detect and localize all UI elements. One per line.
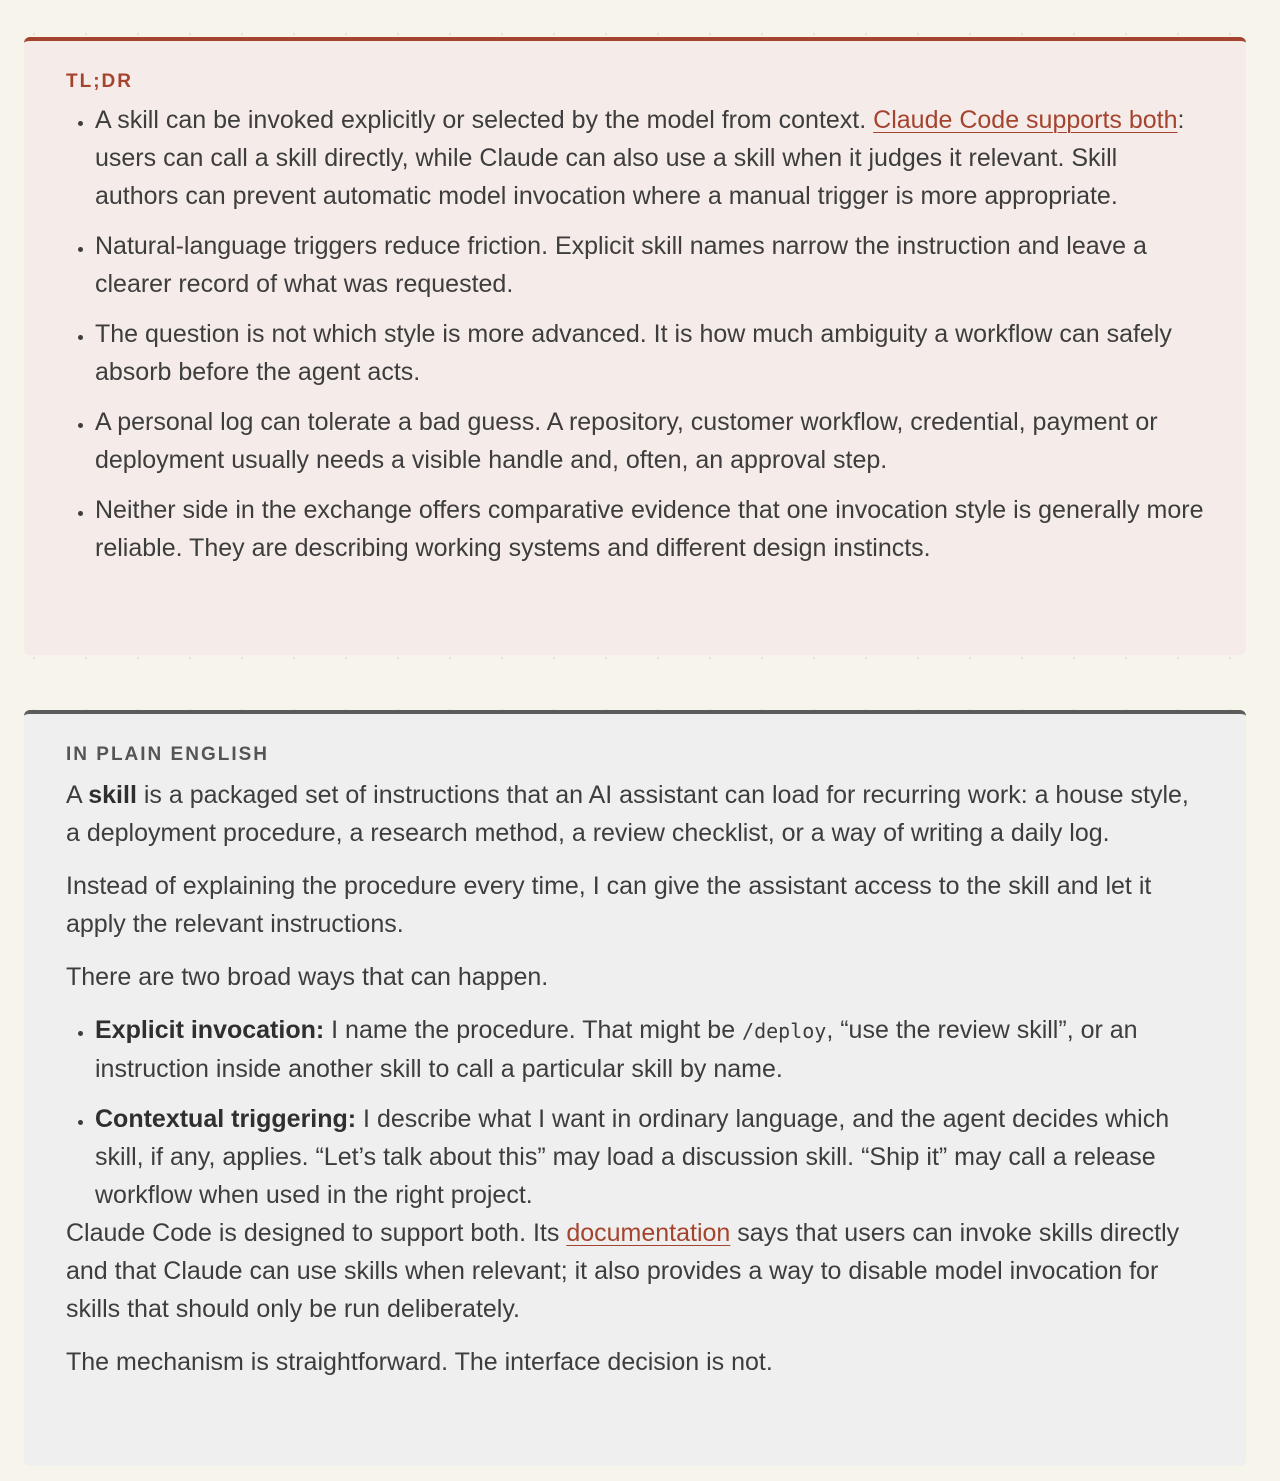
tldr-item-text: : users can call a skill directly, while Claude can also use a skill when it judges it relevant. Skill authors can prevent automatic model invocation where a manual trigger is more appropriate. <box>95 106 1185 210</box>
two-ways-paragraph: There are two broad ways that can happen. <box>66 963 549 991</box>
tldr-item <box>95 101 1204 215</box>
tldr-item: • Neither side in the exchange offers comparative evidence that one invocation style is generally more reliable. They are describing working systems and different design instincts. <box>95 491 1204 567</box>
invocation-text: , “use the review skill”, or an instruction inside another skill to call a particular skill by name. <box>95 1016 1138 1083</box>
tldr-item: • Natural-language triggers reduce friction. Explicit skill names narrow the instruction and leave a clearer record of what was requested. <box>95 227 1204 303</box>
paragraph-text: Claude Code is designed to support both. Its <box>66 1219 567 1247</box>
skill-definition-paragraph <box>66 776 1204 852</box>
paragraph-text: says that users can invoke skills directly and that Claude can use skills when relevant; it also provides a way to disable model invocation for skills that should only be run deliberately. <box>66 1219 1180 1323</box>
tldr-item: • A personal log can tolerate a bad guess. A repository, customer workflow, credential, payment or deployment usually needs a visible handle and, often, an approval step. <box>95 403 1204 479</box>
closing-paragraph: The mechanism is straightforward. The interface decision is not. <box>66 1348 773 1376</box>
documentation-link[interactable]: documentation <box>566 1219 731 1247</box>
plain-english-label: IN PLAIN ENGLISH <box>66 744 270 765</box>
paragraph-text: A <box>66 781 89 809</box>
deploy-command: /deploy <box>742 1019 827 1043</box>
plain-english-panel <box>24 710 1246 1466</box>
tldr-list <box>66 101 1204 567</box>
invocation-term: Explicit invocation: <box>95 1016 325 1044</box>
tldr-item-text: A skill can be invoked explicitly or selected by the model from context. <box>95 106 874 134</box>
invocation-text: I describe what I want in ordinary language, and the agent decides which skill, if any, applies. “Let’s talk about this” may load a discussion skill. “Ship it” may call a release workflow when used in the right project. <box>95 1105 1170 1209</box>
invocation-term: Contextual triggering: <box>95 1105 357 1133</box>
documentation-paragraph <box>66 1214 1204 1328</box>
skill-term: skill <box>88 781 137 809</box>
invocation-item-explicit <box>95 1011 1204 1088</box>
claude-code-supports-both-link[interactable]: Claude Code supports both <box>873 106 1178 134</box>
invocation-list <box>66 1011 1204 1214</box>
invocation-item-contextual <box>95 1100 1204 1214</box>
procedure-paragraph: Instead of explaining the procedure every time, I can give the assistant access to the skill and let it apply the relevant instructions. <box>66 872 1152 938</box>
tldr-label: TL;DR <box>66 71 133 92</box>
tldr-item: • The question is not which style is more advanced. It is how much ambiguity a workflow can safely absorb before the agent acts. <box>95 315 1204 391</box>
paragraph-text: is a packaged set of instructions that an AI assistant can load for recurring work: a house style, a deployment procedure, a research method, a review checklist, or a way of writing a daily log. <box>66 781 1189 847</box>
tldr-panel <box>24 37 1246 655</box>
invocation-text: I name the procedure. That might be <box>324 1016 743 1044</box>
